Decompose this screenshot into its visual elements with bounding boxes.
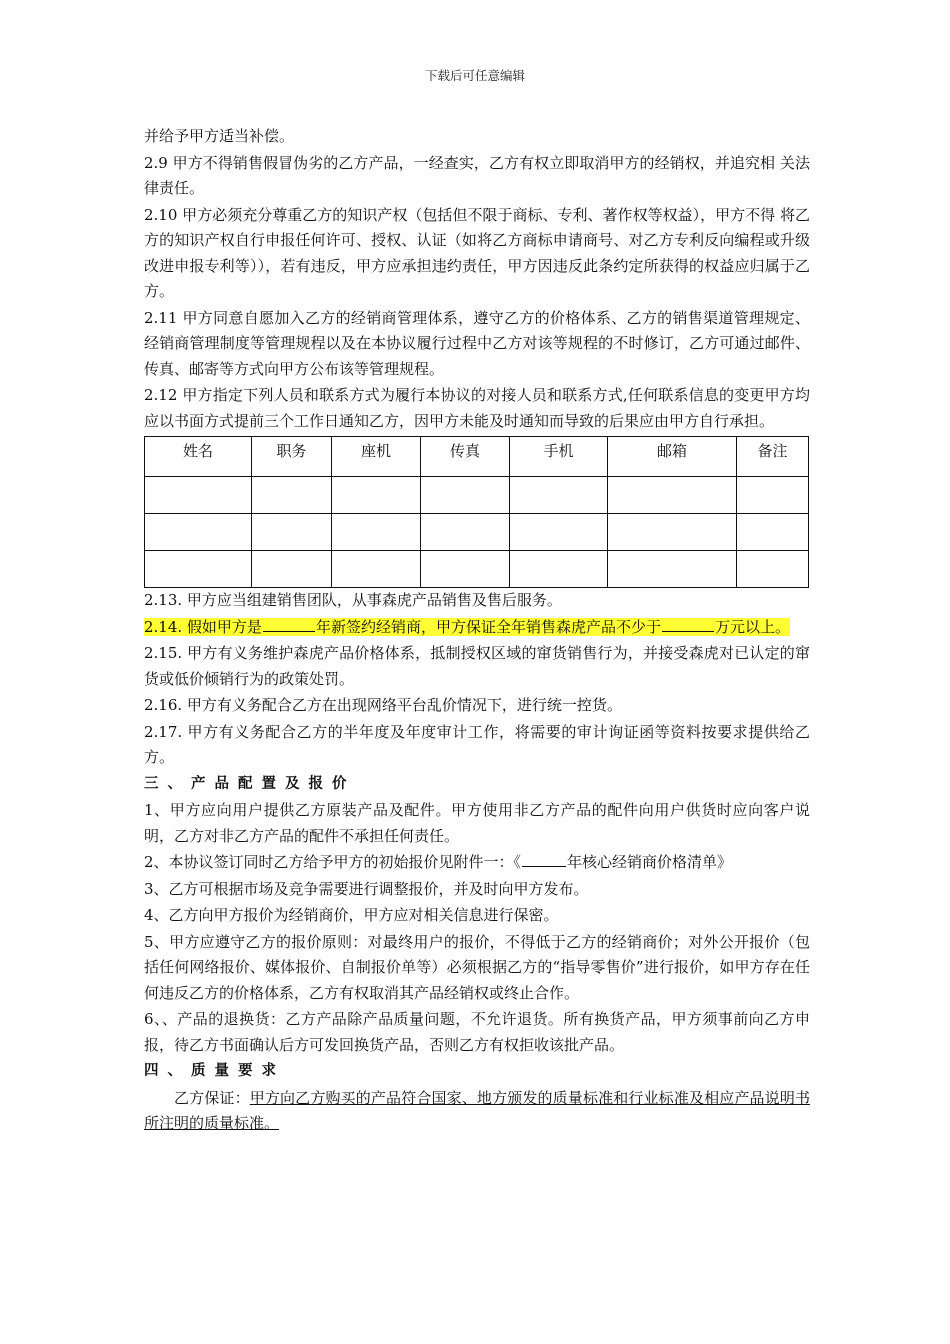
table-cell [252, 477, 332, 514]
table-cell [332, 514, 421, 551]
table-cell [608, 477, 737, 514]
table-header-row [145, 437, 809, 477]
section-3-item-5: 5、甲方应遵守乙方的报价原则：对最终用户的报价，不得低于乙方的经销商价；对外公开报价（包括任何网络报价、媒体报价、自制报价单等）必须根据乙方的“指导零售价”进行报价，如甲方存在任何违反乙方的价格体系，乙方有权取消其产品经销权或终止合作。 [144, 932, 810, 1002]
table-cell [510, 514, 608, 551]
column-header-landline: 座机 [332, 437, 421, 477]
table-cell [421, 514, 510, 551]
text-segment: 年新签约经销商，甲方保证全年销售森虎产品不少于 [315, 617, 661, 636]
table-cell [252, 514, 332, 551]
column-header-mobile: 手机 [510, 437, 608, 477]
table-cell [737, 551, 809, 588]
underlined-text: 甲方向乙方购买的产品符合国家、地方颁发的质量标准和行业标准及相应产品说明书所注明的质量标准。 [144, 1088, 810, 1132]
table-cell [737, 477, 809, 514]
column-header-position: 职务 [252, 437, 332, 477]
blank-line [662, 630, 714, 632]
text-segment: 2.14. 假如甲方是 [144, 617, 262, 636]
contact-table [144, 436, 809, 588]
table-cell [737, 514, 809, 551]
table-cell [145, 551, 252, 588]
column-header-remarks: 备注 [737, 437, 809, 477]
table-cell [608, 514, 737, 551]
section-3-item-2 [144, 850, 810, 876]
blank-line [522, 865, 566, 867]
section-3-item-6: 6、、产品的退换货：乙方产品除产品质量问题，不允许退货。所有换货产品，甲方须事前向乙方申报，待乙方书面确认后方可发回换货产品，否则乙方有权拒收该批产品。 [144, 1010, 810, 1054]
table-cell [510, 477, 608, 514]
section-heading-4: 四、质量要求 [144, 1063, 285, 1079]
section-heading-3: 三、产品配置及报价 [144, 775, 356, 792]
text-segment: 乙方保证： [174, 1088, 250, 1107]
table-cell [332, 551, 421, 588]
section-4-paragraph [144, 1086, 810, 1137]
highlighted-text [144, 618, 790, 636]
blank-line [263, 630, 315, 632]
table-row [145, 477, 809, 514]
paragraph-2-12: 2.12 甲方指定下列人员和联系方式为履行本协议的对接人员和联系方式,任何联系信息的变更甲方均应以书面方式提前三个工作日通知乙方，因甲方未能及时通知而导致的后果应由甲方自行承担。 [144, 386, 810, 430]
text-segment: 万元以上。 [714, 617, 790, 636]
text-segment: 2、本协议签订同时乙方给予甲方的初始报价见附件一：《 [144, 853, 522, 871]
table-cell [421, 477, 510, 514]
table-cell [510, 551, 608, 588]
page-header: 下载后可任意编辑 [424, 68, 525, 83]
paragraph-2-9: 2.9 甲方不得销售假冒伪劣的乙方产品，一经查实，乙方有权立即取消甲方的经销权，并追究相 关法律责任。 [144, 153, 810, 197]
table-cell [608, 551, 737, 588]
paragraph-2-17: 2.17. 甲方有义务配合乙方的半年度及年度审计工作，将需要的审计询证函等资料按要求提供给乙方。 [144, 722, 810, 766]
section-3-item-3: 3、乙方可根据市场及竞争需要进行调整报价，并及时向甲方发布。 [144, 879, 589, 898]
column-header-fax: 传真 [421, 437, 510, 477]
table-cell [252, 551, 332, 588]
column-header-name: 姓名 [145, 437, 252, 477]
text-segment: 年核心经销商价格清单》 [567, 853, 733, 871]
document-body [144, 124, 810, 1137]
section-3-item-4: 4、乙方向甲方报价为经销商价，甲方应对相关信息进行保密。 [144, 906, 559, 924]
table-row [145, 551, 809, 588]
column-header-email: 邮箱 [608, 437, 737, 477]
paragraph: 并给予甲方适当补偿。 [144, 127, 295, 145]
paragraph-2-15: 2.15. 甲方有义务维护森虎产品价格体系，抵制授权区域的窜货销售行为，并接受森虎对已认定的窜货或低价倾销行为的政策处罚。 [144, 644, 810, 688]
paragraph-2-16: 2.16. 甲方有义务配合乙方在出现网络平台乱价情况下，进行统一控货。 [144, 696, 622, 714]
paragraph-2-10: 2.10 甲方必须充分尊重乙方的知识产权（包括但不限于商标、专利、著作权等权益），甲方不得 将乙方的知识产权自行申报任何许可、授权、认证（如将乙方商标申请商号、对乙方专利反向编程或升级改进申报专利等）），若有违反，甲方应承担违约责任，甲方因违反此条约定所获得的权益应归属于乙方。 [144, 205, 810, 300]
paragraph-2-13: 2.13. 甲方应当组建销售团队，从事森虎产品销售及售后服务。 [144, 591, 562, 609]
table-row [145, 514, 809, 551]
paragraph-2-11: 2.11 甲方同意自愿加入乙方的经销商管理体系，遵守乙方的价格体系、乙方的销售渠道管理规定、经销商管理制度等管理规程以及在本协议履行过程中乙方对该等规程的不时修订，乙方可通过邮件、传真、邮寄等方式向甲方公布该等管理规程。 [144, 308, 810, 378]
section-3-item-1: 1、甲方应向用户提供乙方原装产品及配件。甲方使用非乙方产品的配件向用户供货时应向客户说明，乙方对非乙方产品的配件不承担任何责任。 [144, 801, 810, 845]
table-cell [145, 514, 252, 551]
paragraph-2-14 [144, 615, 810, 641]
table-cell [332, 477, 421, 514]
table-cell [421, 551, 510, 588]
table-cell [145, 477, 252, 514]
